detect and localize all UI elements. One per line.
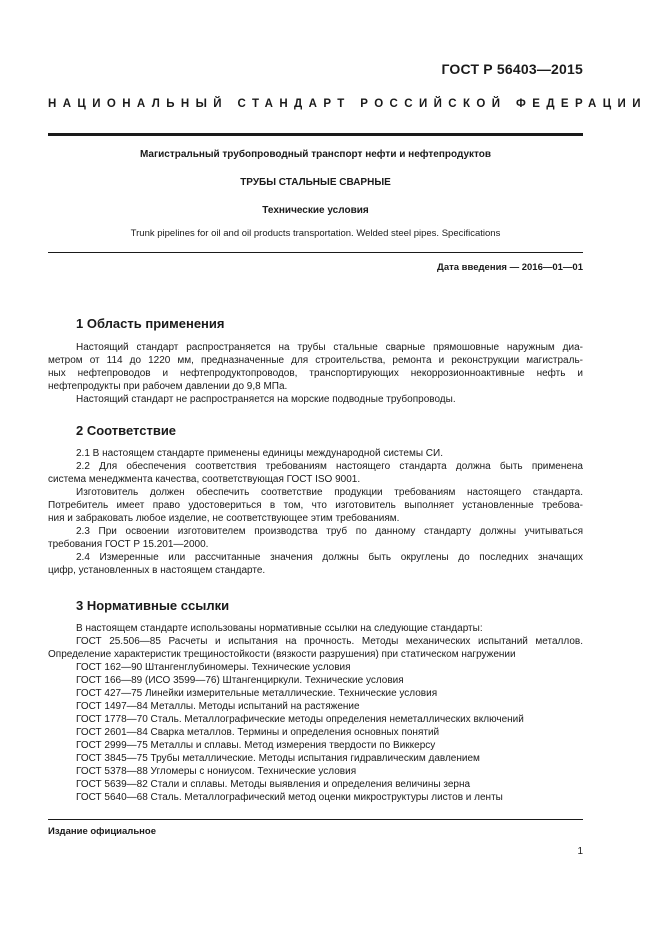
page-number: 1 xyxy=(577,846,583,857)
reference-item: ГОСТ 2999—75 Металлы и сплавы. Метод измерения твердости по Виккерсу xyxy=(76,740,436,751)
text-line: цифр, установленных в настоящем стандарте. xyxy=(48,565,266,576)
reference-item: ГОСТ 2601—84 Сварка металлов. Термины и определения основных понятий xyxy=(76,727,440,738)
text-line: 2.3 При освоении изготовителем производства труб по данному стандарту должны учитываться xyxy=(76,526,583,537)
text-line: 2.1 В настоящем стандарте применены единицы международной системы СИ. xyxy=(76,448,443,459)
text-line: система менеджмента качества, соответствующая ГОСТ ISO 9001. xyxy=(48,474,361,485)
reference-item: ГОСТ 5378—88 Угломеры с нониусом. Технические условия xyxy=(76,766,357,777)
document-subtitle: Технические условия xyxy=(262,205,369,216)
text-line: ных нефтепроводов и нефтепродуктопроводов, транспортирующих некоррозионноактивные нефть и xyxy=(48,368,583,379)
reference-item: ГОСТ 162—90 Штангенглубиномеры. Технические условия xyxy=(76,662,351,673)
text-line: ния и забраковать любое изделие, не соответствующее этим требованиям. xyxy=(48,513,400,524)
document-code: ГОСТ Р 56403—2015 xyxy=(441,61,583,77)
footer-rule xyxy=(48,819,583,820)
reference-item: ГОСТ 3845—75 Трубы металлические. Методы испытания гидравлическим давлением xyxy=(76,753,480,764)
national-standard-title: НАЦИОНАЛЬНЫЙ СТАНДАРТ РОССИЙСКОЙ ФЕДЕРАЦИИ xyxy=(48,98,647,110)
subject-title: Магистральный трубопроводный транспорт нефти и нефтепродуктов xyxy=(139,149,492,160)
text-line: 2.2 Для обеспечения соответствия требованиям настоящего стандарта должна быть применена xyxy=(76,461,583,472)
document-title: ТРУБЫ СТАЛЬНЫЕ СВАРНЫЕ xyxy=(240,177,391,188)
section-3-heading: 3 Нормативные ссылки xyxy=(76,598,230,613)
reference-item-continued: Определение характеристик трещиностойкости (вязкости разрушения) при статическом нагружении xyxy=(48,649,516,660)
reference-item: ГОСТ 166—89 (ИСО 3599—76) Штангенциркули. Технические условия xyxy=(76,675,404,686)
text-line: метром от 114 до 1220 мм, предназначенные для строительства, ремонта и реконструкции магистраль- xyxy=(48,355,583,366)
text-line: Потребитель имеет право удостовериться в том, что изготовитель выполняет установленные требова- xyxy=(48,500,583,511)
section-2-heading: 2 Соответствие xyxy=(76,423,177,438)
title-rule xyxy=(48,252,583,253)
section-1-body xyxy=(48,341,583,406)
top-rule xyxy=(48,133,583,136)
section-3-body xyxy=(48,622,583,804)
introduction-date: Дата введения — 2016—01—01 xyxy=(437,262,583,273)
text-line: Настоящий стандарт не распространяется на морские подводные трубопроводы. xyxy=(76,394,456,405)
reference-item: ГОСТ 1778—70 Сталь. Металлографические методы определения неметаллических включений xyxy=(76,714,524,725)
text-line: Изготовитель должен обеспечить соответствие продукции требованиям настоящего стандарта. xyxy=(76,487,583,498)
official-edition-label: Издание официальное xyxy=(48,826,156,837)
text-line: В настоящем стандарте использованы нормативные ссылки на следующие стандарты: xyxy=(76,623,483,634)
text-line: требования ГОСТ Р 15.201—2000. xyxy=(48,539,209,550)
section-1-heading: 1 Область применения xyxy=(76,316,225,331)
english-title: Trunk pipelines for oil and oil products transportation. Welded steel pipes. Specifications xyxy=(130,228,501,239)
reference-item: ГОСТ 5640—68 Сталь. Металлографический метод оценки микроструктуры листов и ленты xyxy=(76,792,503,803)
reference-item: ГОСТ 427—75 Линейки измерительные металлические. Технические условия xyxy=(76,688,438,699)
text-line: нефтепродукты при рабочем давлении до 9,8 МПа. xyxy=(48,381,288,392)
reference-item: ГОСТ 5639—82 Стали и сплавы. Методы выявления и определения величины зерна xyxy=(76,779,471,790)
section-2-body xyxy=(48,447,583,577)
reference-item: ГОСТ 25.506—85 Расчеты и испытания на прочность. Методы механических испытаний металлов. xyxy=(76,636,583,647)
text-line: 2.4 Измеренные или рассчитанные значения должны быть округлены до последних значащих xyxy=(76,552,583,563)
text-line: Настоящий стандарт распространяется на трубы стальные сварные прямошовные наружным диа- xyxy=(76,342,583,353)
reference-item: ГОСТ 1497—84 Металлы. Методы испытаний на растяжение xyxy=(76,701,360,712)
